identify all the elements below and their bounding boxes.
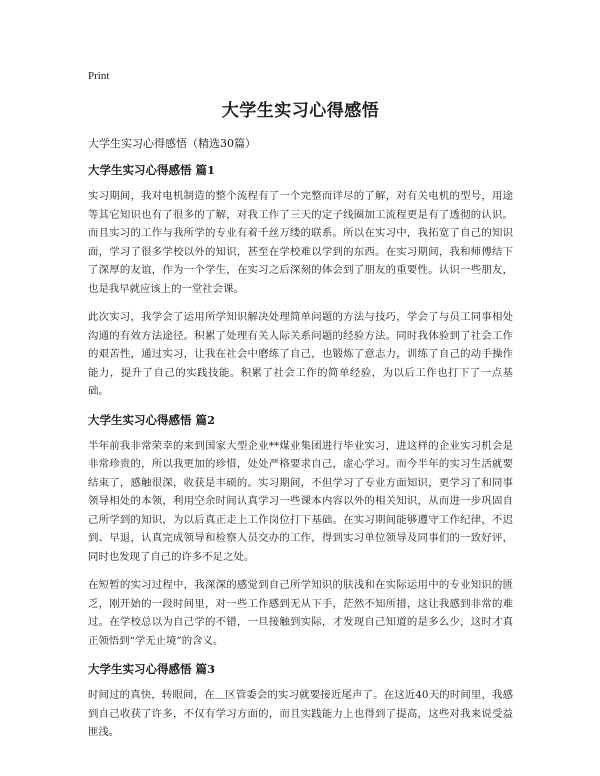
section-1-paragraph-1: 实习期间，我对电机制造的整个流程有了一个完整而详尽的了解，对有关电机的型号，用途等其它知识也有了很多的了解，对我工作了三天的定子线圈加工流程更是有了透彻的认识。而且实习的工作与我所学的专业有着千丝万缕的联系。所以在实习中，我拓宽了自己的知识面，学习了很多学校以外的知识，甚至在学校难以学到的东西。在实习期间，我和师傅结下了深厚的友谊，作为一个学生，在实习之后深刻的体会到了朋友的重要性。认识一些朋友，也是我早就应该上的一堂社会课。 — [88, 190, 513, 295]
document-title: 大学生实习心得感悟 — [221, 101, 380, 121]
section-3-paragraph-1: 时间过的真快，转眼间，在＿区管委会的实习就要接近尾声了。在这近40天的时间里，我感到自己收获了许多，不仅有学习方面的，而且实践能力上也得到了提高，这些对我来说受益匪浅。 — [88, 689, 513, 738]
section-heading-3: 大学生实习心得感悟 篇3 — [88, 662, 216, 676]
document-page — [88, 64, 513, 752]
section-heading-1: 大学生实习心得感悟 篇1 — [88, 163, 216, 177]
print-link[interactable]: Print — [88, 70, 110, 82]
document-subtitle: 大学生实习心得感悟（精选30篇） — [88, 137, 256, 150]
section-1-paragraph-2: 此次实习，我学会了运用所学知识解决处理简单问题的方法与技巧，学会了与员工同事相处沟通的有效方法途径。积累了处理有关人际关系问题的经验方法。同时我体验到了社会工作的艰苦性，通过实习，让我在社会中磨练了自己，也锻炼了意志力，训练了自己的动手操作能力，提升了自己的实践技能。积累了社会工作的简单经验，为以后工作也打下了一点基础。 — [88, 311, 513, 397]
section-2-paragraph-1: 半年前我非常荣幸的来到国家大型企业**煤业集团进行毕业实习，进这样的企业实习机会是非常珍贵的，所以我更加的珍惜，处处严格要求自己，虚心学习。而今半年的实习生活就要结束了，感触很深，收获是丰硕的。实习期间，不但学习了专业方面知识，更学习了和同事领导相处的本领，利用空余时间认真学习一些课本内容以外的相关知识，从而进一步巩固自己所学到的知识，为以后真正走上工作岗位打下基础。在实习期间能够遵守工作纪律，不迟到、早退，认真完成领导和检察人员交办的工作，得到实习单位领导及同事们的一致好评，同时也发现了自己的许多不足之处。 — [88, 439, 513, 563]
section-heading-2: 大学生实习心得感悟 篇2 — [88, 412, 216, 427]
section-2-paragraph-2: 在短暂的实习过程中，我深深的感觉到自己所学知识的肤浅和在实际运用中的专业知识的匮乏，刚开始的一段时间里，对一些工作感到无从下手，茫然不知所措，这让我感到非常的难过。在学校总以为自己学的不错，一旦接触到实际，才发现自己知道的是多么少，这时才真正领悟到“学无止境”的含义。 — [88, 579, 513, 647]
